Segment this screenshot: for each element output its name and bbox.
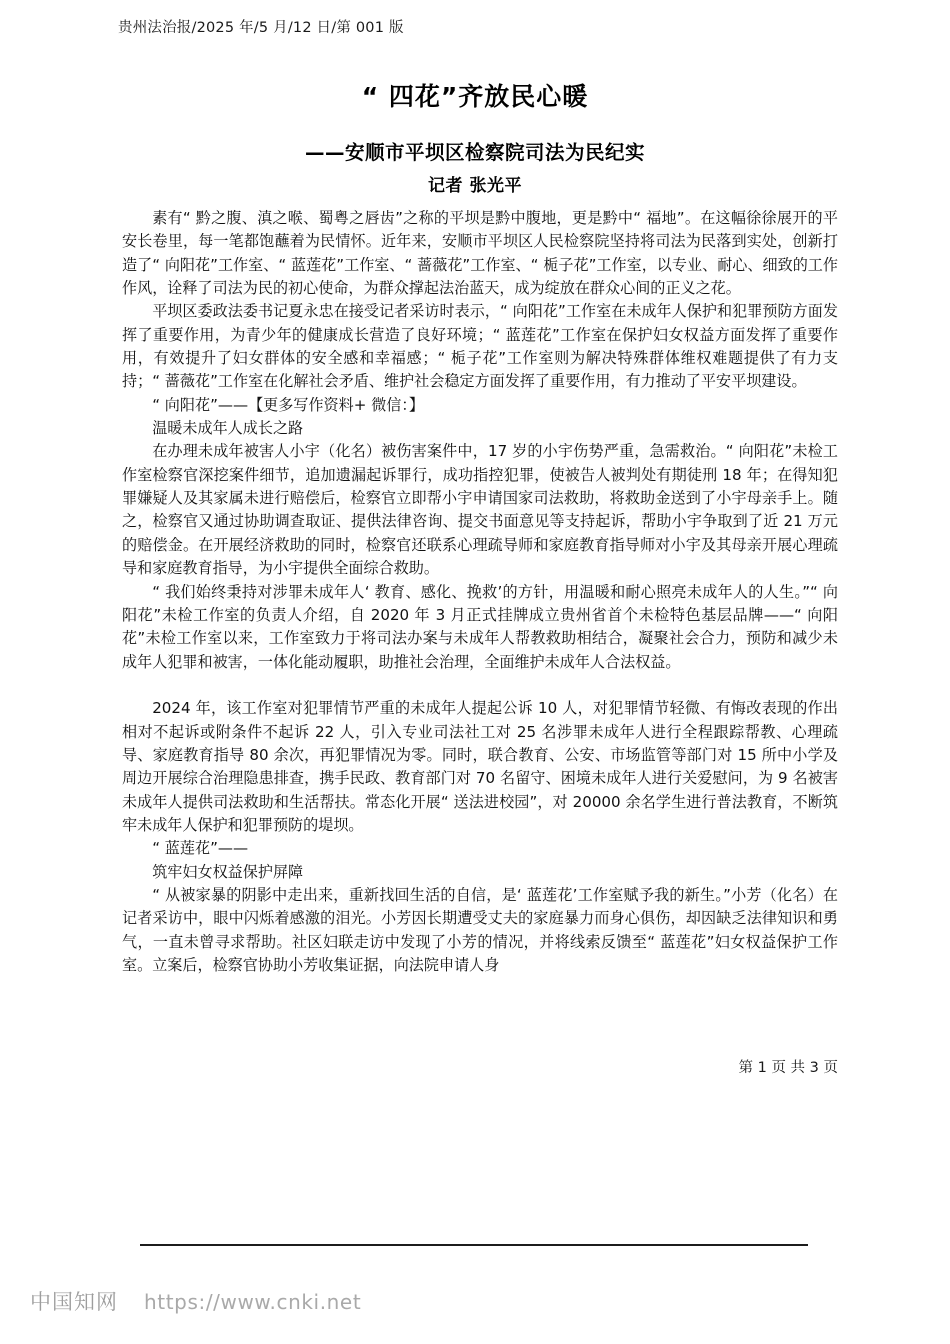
- article-paragraph: 温暖未成年人成长之路: [152, 419, 304, 438]
- paragraph-spacer: [122, 674, 838, 697]
- article-paragraph: “ 我们始终秉持对涉罪未成年人‘ 教育、感化、挽救’的方针，用温暖和耐心照亮未成年人的人生。”“ 向阳花”未检工作室的负责人介绍，自 2020 年 3 月正式挂牌成立贵州省首个未检特色基层品牌——“ 向阳花”未检工作室以来，工作室致力于将司法办案与未成年人帮教救助相结合，凝聚社会合力，预防和减少未成年人犯罪和被害，一体化能动履职，助推社会治理，全面维护未成年人合法权益。: [122, 582, 838, 671]
- footer-divider: [140, 1244, 808, 1246]
- page-subtitle: ——安顺市平坝区检察院司法为民纪实: [304, 141, 645, 165]
- newspaper-masthead: 贵州法治报/2025 年/5 月/12 日/第 001 版: [118, 20, 404, 36]
- article-paragraph: 在办理未成年被害人小宇（化名）被伤害案件中，17 岁的小宇伤势严重，急需救治。“ 向阳花”未检工作室检察官深挖案件细节，追加遗漏起诉罪行，成功指控犯罪，使被告人被判处有期徒刑 18 年；在得知犯罪嫌疑人及其家属未进行赔偿后，检察官立即帮小宇申请国家司法救助，将救助金送到了小宇母亲手上。随之，检察官又通过协助调查取证、提供法律咨询、提交书面意见等支持起诉，帮助小宇争取到了近 21 万元的赔偿金。在开展经济救助的同时，检察官还联系心理疏导师和家庭教育指导师对小宇及其母亲开展心理疏导和家庭教育指导，为小宇提供全面综合救助。: [122, 442, 838, 578]
- page-number-indicator: 第 1 页 共 3 页: [738, 1060, 838, 1076]
- cnki-watermark: [30, 1286, 361, 1316]
- article-body: [122, 207, 838, 977]
- watermark-site-url: https://www.cnki.net: [144, 1290, 362, 1314]
- article-paragraph: “ 蓝莲花”——: [152, 839, 249, 858]
- article-paragraph: “ 向阳花”——【更多写作资料+ 微信：】: [152, 395, 425, 414]
- article-byline: 记者 张光平: [428, 176, 522, 196]
- article-paragraph: 素有“ 黔之腹、滇之喉、蜀粤之唇齿”之称的平坝是黔中腹地，更是黔中“ 福地”。在这幅徐徐展开的平安长卷里，每一笔都饱蘸着为民情怀。近年来，安顺市平坝区人民检察院坚持将司法为民落到实处，创新打造了“ 向阳花”工作室、“ 蓝莲花”工作室、“ 蔷薇花”工作室、“ 栀子花”工作室，以专业、耐心、细致的工作作风，诠释了司法为民的初心使命，为群众撑起法治蓝天，成为绽放在群众心间的正义之花。: [122, 209, 838, 298]
- article-paragraph: 平坝区委政法委书记夏永忠在接受记者采访时表示，“ 向阳花”工作室在未成年人保护和犯罪预防方面发挥了重要作用，为青少年的健康成长营造了良好环境；“ 蓝莲花”工作室在保护妇女权益方面发挥了重要作用，有效提升了妇女群体的安全感和幸福感；“ 栀子花”工作室则为解决特殊群体维权难题提供了有力支持；“ 蔷薇花”工作室在化解社会矛盾、维护社会稳定方面发挥了重要作用，有力推动了平安平坝建设。: [122, 302, 838, 391]
- page-title: “ 四花”齐放民心暖: [361, 81, 589, 111]
- watermark-site-name: 中国知网: [30, 1290, 118, 1314]
- article-paragraph: 筑牢妇女权益保护屏障: [152, 862, 304, 881]
- article-paragraph: 2024 年，该工作室对犯罪情节严重的未成年人提起公诉 10 人，对犯罪情节轻微、有悔改表现的作出相对不起诉或附条件不起诉 22 人，引入专业司法社工对 25 名涉罪未成年人进行全程跟踪帮教、心理疏导、家庭教育指导 80 余次，再犯罪情况为零。同时，联合教育、公安、市场监管等部门对 15 所中小学及周边开展综合治理隐患排查，携手民政、教育部门对 70 名留守、困境未成年人进行关爱慰问，为 9 名被害未成年人提供司法救助和生活帮扶。常态化开展“ 送法进校园”，对 20000 余名学生进行普法教育，不断筑牢未成年人保护和犯罪预防的堤坝。: [122, 699, 838, 834]
- article-paragraph: “ 从被家暴的阴影中走出来，重新找回生活的自信，是‘ 蓝莲花’工作室赋予我的新生。”小芳（化名）在记者采访中，眼中闪烁着感激的泪光。小芳因长期遭受丈夫的家庭暴力而身心俱伤，却因缺乏法律知识和勇气，一直未曾寻求帮助。社区妇联走访中发现了小芳的情况，并将线索反馈至“ 蓝莲花”妇女权益保护工作室。立案后，检察官协助小芳收集证据，向法院申请人身: [122, 885, 838, 974]
